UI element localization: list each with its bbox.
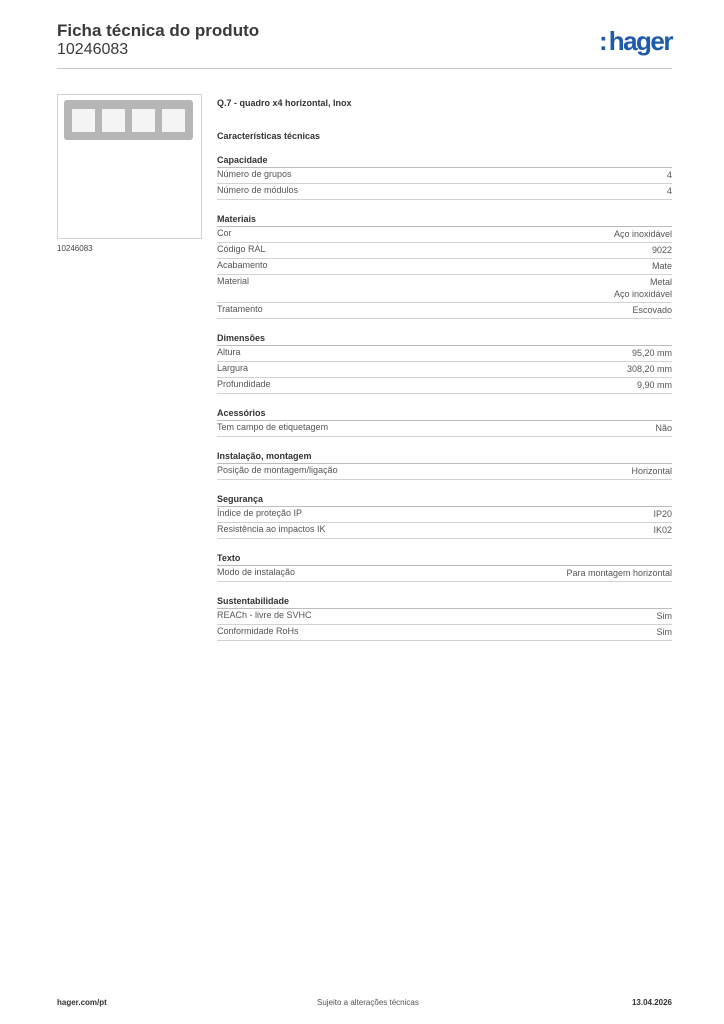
spec-value <box>637 379 672 391</box>
spec-value-line: 4 <box>666 186 672 196</box>
spec-row <box>217 243 672 259</box>
spec-value <box>652 260 672 272</box>
spec-label: Resistência ao impactos IK <box>217 524 326 534</box>
document-title: Ficha técnica do produto <box>57 21 260 40</box>
spec-section <box>217 153 672 200</box>
spec-label: REACh - livre de SVHC <box>217 610 312 620</box>
spec-value-line: Sim <box>656 627 672 637</box>
spec-section <box>217 492 672 539</box>
spec-sections <box>217 153 672 641</box>
spec-section <box>217 406 672 437</box>
spec-label: Tratamento <box>217 304 263 314</box>
spec-label: Cor <box>217 228 232 238</box>
frame-slot <box>102 109 125 132</box>
spec-value <box>667 169 672 181</box>
spec-section <box>217 551 672 582</box>
spec-value-line: 9,90 mm <box>636 380 672 390</box>
spec-content <box>217 96 672 641</box>
spec-label: Modo de instalação <box>217 567 296 577</box>
frame-slot <box>132 109 155 132</box>
page-header <box>57 20 672 69</box>
frame-slot <box>72 109 95 132</box>
spec-label: Tem campo de etiquetagem <box>217 422 329 432</box>
product-title: Q.7 - quadro x4 horizontal, Inox <box>217 98 352 108</box>
spec-label: Material <box>217 276 250 286</box>
spec-value-line: Sim <box>656 611 672 621</box>
spec-label: Código RAL <box>217 244 266 254</box>
spec-row <box>217 227 672 243</box>
spec-value <box>632 304 672 316</box>
footer-website: hager.com/pt <box>57 998 107 1007</box>
spec-row <box>217 346 672 362</box>
spec-value-line: IP20 <box>653 509 672 519</box>
spec-row <box>217 275 672 303</box>
spec-row <box>217 464 672 480</box>
spec-row <box>217 259 672 275</box>
hager-logo: :hager <box>599 26 672 56</box>
spec-value <box>614 276 672 300</box>
section-title: Texto <box>217 551 672 566</box>
spec-row <box>217 523 672 539</box>
spec-value <box>657 610 673 622</box>
spec-value <box>653 508 672 520</box>
spec-value <box>566 567 672 579</box>
spec-value-line: Aço inoxidável <box>613 229 672 239</box>
spec-label: Largura <box>217 363 249 373</box>
spec-label: Acabamento <box>217 260 268 270</box>
spec-value-line: Para montagem horizontal <box>566 568 672 578</box>
spec-row <box>217 421 672 437</box>
spec-value <box>655 422 672 434</box>
spec-label: Índice de proteção IP <box>217 508 303 518</box>
frame-slot <box>162 109 185 132</box>
spec-value <box>657 626 673 638</box>
spec-label: Número de grupos <box>217 169 292 179</box>
spec-value-line: IK02 <box>653 525 672 535</box>
spec-value <box>631 465 672 477</box>
spec-value-line: Metal <box>649 277 672 287</box>
product-image <box>57 94 202 239</box>
section-title: Materiais <box>217 212 672 227</box>
frame-illustration <box>64 100 193 140</box>
footer-date: 13.04.2026 <box>631 998 672 1007</box>
section-title: Acessórios <box>217 406 672 421</box>
spec-label: Conformidade RoHs <box>217 626 299 636</box>
spec-value <box>653 524 672 536</box>
spec-value <box>667 185 672 197</box>
spec-value-line: 9022 <box>651 245 672 255</box>
product-image-caption: 10246083 <box>57 244 93 253</box>
section-title: Dimensões <box>217 331 672 346</box>
section-title: Instalação, montagem <box>217 449 672 464</box>
spec-section <box>217 331 672 394</box>
spec-section <box>217 449 672 480</box>
spec-row <box>217 566 672 582</box>
spec-value <box>627 363 672 375</box>
spec-row <box>217 609 672 625</box>
spec-row <box>217 507 672 523</box>
spec-value-line: 308,20 mm <box>626 364 672 374</box>
spec-value <box>614 228 672 240</box>
spec-label: Posição de montagem/ligação <box>217 465 338 475</box>
spec-value-line: Horizontal <box>631 466 672 476</box>
spec-section <box>217 212 672 319</box>
section-title: Segurança <box>217 492 672 507</box>
logo-text: hager <box>608 26 672 56</box>
spec-label: Número de módulos <box>217 185 299 195</box>
section-title: Capacidade <box>217 153 672 168</box>
spec-row <box>217 378 672 394</box>
spec-row <box>217 184 672 200</box>
spec-value-line: Não <box>655 423 672 433</box>
spec-value-line: 95,20 mm <box>631 348 672 358</box>
spec-row <box>217 625 672 641</box>
spec-row <box>217 168 672 184</box>
spec-value-line: Mate <box>651 261 672 271</box>
spec-value <box>632 347 672 359</box>
spec-row <box>217 303 672 319</box>
spec-value-line: Aço inoxidável <box>613 289 672 299</box>
spec-row <box>217 362 672 378</box>
spec-section <box>217 594 672 641</box>
technical-characteristics-heading: Características técnicas <box>217 131 321 141</box>
document-product-code: 10246083 <box>57 41 129 58</box>
section-title: Sustentabilidade <box>217 594 672 609</box>
spec-value-line: 4 <box>666 170 672 180</box>
footer-note: Sujeito a alterações técnicas <box>317 998 419 1007</box>
spec-value-line: Escovado <box>632 305 672 315</box>
spec-label: Profundidade <box>217 379 271 389</box>
spec-label: Altura <box>217 347 241 357</box>
spec-value <box>652 244 672 256</box>
